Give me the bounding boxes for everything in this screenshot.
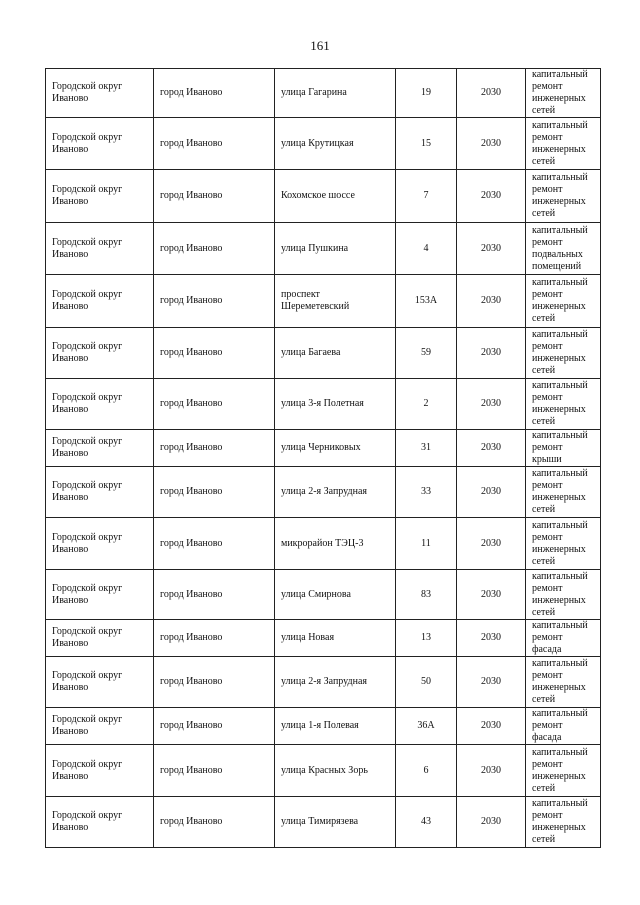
street-cell: проспект Шереметевский	[275, 275, 396, 328]
city-cell: город Иваново	[154, 430, 275, 467]
street-cell: улица 2-я Запрудная	[275, 657, 396, 708]
table-row	[46, 430, 601, 467]
city-cell: город Иваново	[154, 620, 275, 657]
table-row	[46, 275, 601, 328]
city-cell: город Иваново	[154, 745, 275, 797]
year-cell: 2030	[457, 118, 526, 170]
municipal-district-cell: Городской округ Иваново	[46, 708, 154, 745]
table-row	[46, 797, 601, 848]
street-cell: улица 3-я Полетная	[275, 379, 396, 430]
street-cell: улица 2-я Запрудная	[275, 467, 396, 518]
year-cell: 2030	[457, 170, 526, 223]
city-cell: город Иваново	[154, 467, 275, 518]
municipal-district-cell: Городской округ Иваново	[46, 467, 154, 518]
city-cell: город Иваново	[154, 328, 275, 379]
municipal-district-cell: Городской округ Иваново	[46, 797, 154, 848]
year-cell: 2030	[457, 430, 526, 467]
table-row	[46, 170, 601, 223]
year-cell: 2030	[457, 328, 526, 379]
city-cell: город Иваново	[154, 118, 275, 170]
work-type-cell: капитальный ремонт инженерных сетей	[526, 170, 601, 223]
work-type-cell: капитальный ремонт фасада	[526, 708, 601, 745]
house-number-cell: 19	[396, 69, 457, 118]
house-number-cell: 11	[396, 518, 457, 570]
table-row	[46, 69, 601, 118]
year-cell: 2030	[457, 518, 526, 570]
work-type-cell: капитальный ремонт инженерных сетей	[526, 570, 601, 620]
city-cell: город Иваново	[154, 223, 275, 275]
table-row	[46, 518, 601, 570]
street-cell: Кохомское шоссе	[275, 170, 396, 223]
work-type-cell: капитальный ремонт инженерных сетей	[526, 118, 601, 170]
street-cell: улица Гагарина	[275, 69, 396, 118]
street-cell: улица Багаева	[275, 328, 396, 379]
year-cell: 2030	[457, 223, 526, 275]
house-number-cell: 2	[396, 379, 457, 430]
house-number-cell: 31	[396, 430, 457, 467]
municipal-district-cell: Городской округ Иваново	[46, 118, 154, 170]
municipal-district-cell: Городской округ Иваново	[46, 518, 154, 570]
municipal-district-cell: Городской округ Иваново	[46, 328, 154, 379]
city-cell: город Иваново	[154, 797, 275, 848]
municipal-district-cell: Городской округ Иваново	[46, 275, 154, 328]
housing-repair-table	[45, 68, 601, 848]
work-type-cell: капитальный ремонт инженерных сетей	[526, 797, 601, 848]
table-row	[46, 708, 601, 745]
work-type-cell: капитальный ремонт инженерных сетей	[526, 518, 601, 570]
city-cell: город Иваново	[154, 518, 275, 570]
street-cell: улица Тимирязева	[275, 797, 396, 848]
house-number-cell: 7	[396, 170, 457, 223]
house-number-cell: 13	[396, 620, 457, 657]
city-cell: город Иваново	[154, 657, 275, 708]
house-number-cell: 36А	[396, 708, 457, 745]
table-row	[46, 118, 601, 170]
work-type-cell: капитальный ремонт инженерных сетей	[526, 275, 601, 328]
work-type-cell: капитальный ремонт подвальных помещений	[526, 223, 601, 275]
work-type-cell: капитальный ремонт фасада	[526, 620, 601, 657]
page-number: 161	[310, 38, 330, 53]
house-number-cell: 153А	[396, 275, 457, 328]
year-cell: 2030	[457, 657, 526, 708]
table-row	[46, 570, 601, 620]
street-cell: улица Пушкина	[275, 223, 396, 275]
work-type-cell: капитальный ремонт инженерных сетей	[526, 69, 601, 118]
street-cell: улица Крутицкая	[275, 118, 396, 170]
work-type-cell: капитальный ремонт крыши	[526, 430, 601, 467]
year-cell: 2030	[457, 467, 526, 518]
municipal-district-cell: Городской округ Иваново	[46, 379, 154, 430]
municipal-district-cell: Городской округ Иваново	[46, 170, 154, 223]
year-cell: 2030	[457, 745, 526, 797]
street-cell: микрорайон ТЭЦ-3	[275, 518, 396, 570]
work-type-cell: капитальный ремонт инженерных сетей	[526, 745, 601, 797]
street-cell: улица Новая	[275, 620, 396, 657]
house-number-cell: 15	[396, 118, 457, 170]
municipal-district-cell: Городской округ Иваново	[46, 657, 154, 708]
street-cell: улица 1-я Полевая	[275, 708, 396, 745]
table-row	[46, 328, 601, 379]
table-row	[46, 467, 601, 518]
city-cell: город Иваново	[154, 570, 275, 620]
municipal-district-cell: Городской округ Иваново	[46, 430, 154, 467]
street-cell: улица Смирнова	[275, 570, 396, 620]
year-cell: 2030	[457, 69, 526, 118]
municipal-district-cell: Городской округ Иваново	[46, 745, 154, 797]
street-cell: улица Красных Зорь	[275, 745, 396, 797]
city-cell: город Иваново	[154, 69, 275, 118]
city-cell: город Иваново	[154, 379, 275, 430]
year-cell: 2030	[457, 275, 526, 328]
table-row	[46, 620, 601, 657]
table-row	[46, 223, 601, 275]
work-type-cell: капитальный ремонт инженерных сетей	[526, 657, 601, 708]
city-cell: город Иваново	[154, 275, 275, 328]
house-number-cell: 33	[396, 467, 457, 518]
municipal-district-cell: Городской округ Иваново	[46, 223, 154, 275]
municipal-district-cell: Городской округ Иваново	[46, 69, 154, 118]
municipal-district-cell: Городской округ Иваново	[46, 620, 154, 657]
table-row	[46, 745, 601, 797]
house-number-cell: 43	[396, 797, 457, 848]
house-number-cell: 83	[396, 570, 457, 620]
city-cell: город Иваново	[154, 708, 275, 745]
city-cell: город Иваново	[154, 170, 275, 223]
table-row	[46, 379, 601, 430]
year-cell: 2030	[457, 379, 526, 430]
work-type-cell: капитальный ремонт инженерных сетей	[526, 379, 601, 430]
table-row	[46, 657, 601, 708]
work-type-cell: капитальный ремонт инженерных сетей	[526, 467, 601, 518]
house-number-cell: 50	[396, 657, 457, 708]
year-cell: 2030	[457, 570, 526, 620]
year-cell: 2030	[457, 797, 526, 848]
house-number-cell: 4	[396, 223, 457, 275]
year-cell: 2030	[457, 708, 526, 745]
year-cell: 2030	[457, 620, 526, 657]
house-number-cell: 6	[396, 745, 457, 797]
municipal-district-cell: Городской округ Иваново	[46, 570, 154, 620]
street-cell: улица Черниковых	[275, 430, 396, 467]
house-number-cell: 59	[396, 328, 457, 379]
work-type-cell: капитальный ремонт инженерных сетей	[526, 328, 601, 379]
